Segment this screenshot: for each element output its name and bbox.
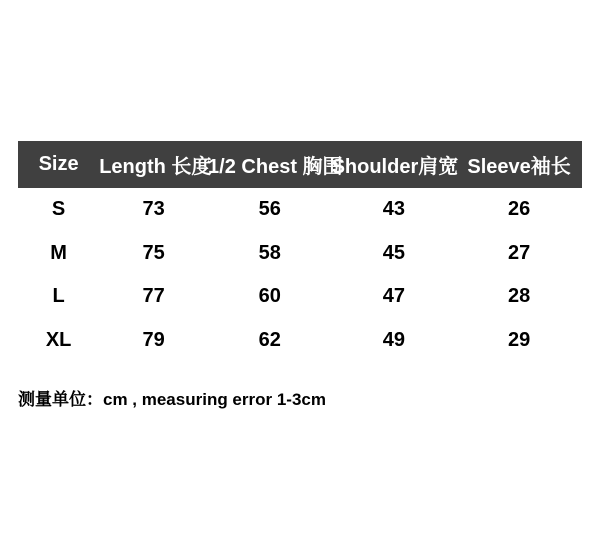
table-row [18,275,582,319]
column-header: Shoulder肩宽 [331,156,459,178]
column-header: 1/2 Chest 胸围 [208,156,343,178]
table-row [18,232,582,276]
column-header: Sleeve袖长 [467,156,571,178]
column-header: Size [38,153,79,175]
value-cell: 77 [142,285,165,308]
value-cell: 27 [507,241,531,264]
table-body [18,188,582,362]
value-cell: 45 [382,241,405,264]
size-cell: L [52,285,65,308]
size-cell: XL [45,328,72,351]
value-cell: 29 [507,328,531,351]
size-cell: S [51,198,66,221]
table-row [18,188,582,232]
column-header: Length 长度 [99,156,212,178]
value-cell: 56 [258,198,281,221]
value-cell: 43 [382,198,405,221]
value-cell: 49 [382,328,405,351]
table-header-row [18,141,582,188]
size-chart-table [18,141,582,362]
value-cell: 62 [258,328,281,351]
measurement-note: 测量单位：cm , measuring error 1-3cm [18,390,326,409]
value-cell: 26 [507,198,531,221]
value-cell: 60 [258,285,281,308]
value-cell: 28 [507,285,531,308]
value-cell: 79 [142,328,165,351]
value-cell: 73 [142,198,165,221]
value-cell: 47 [382,285,405,308]
value-cell: 58 [258,241,281,264]
table-row [18,319,582,363]
size-cell: M [50,241,67,264]
value-cell: 75 [142,241,165,264]
